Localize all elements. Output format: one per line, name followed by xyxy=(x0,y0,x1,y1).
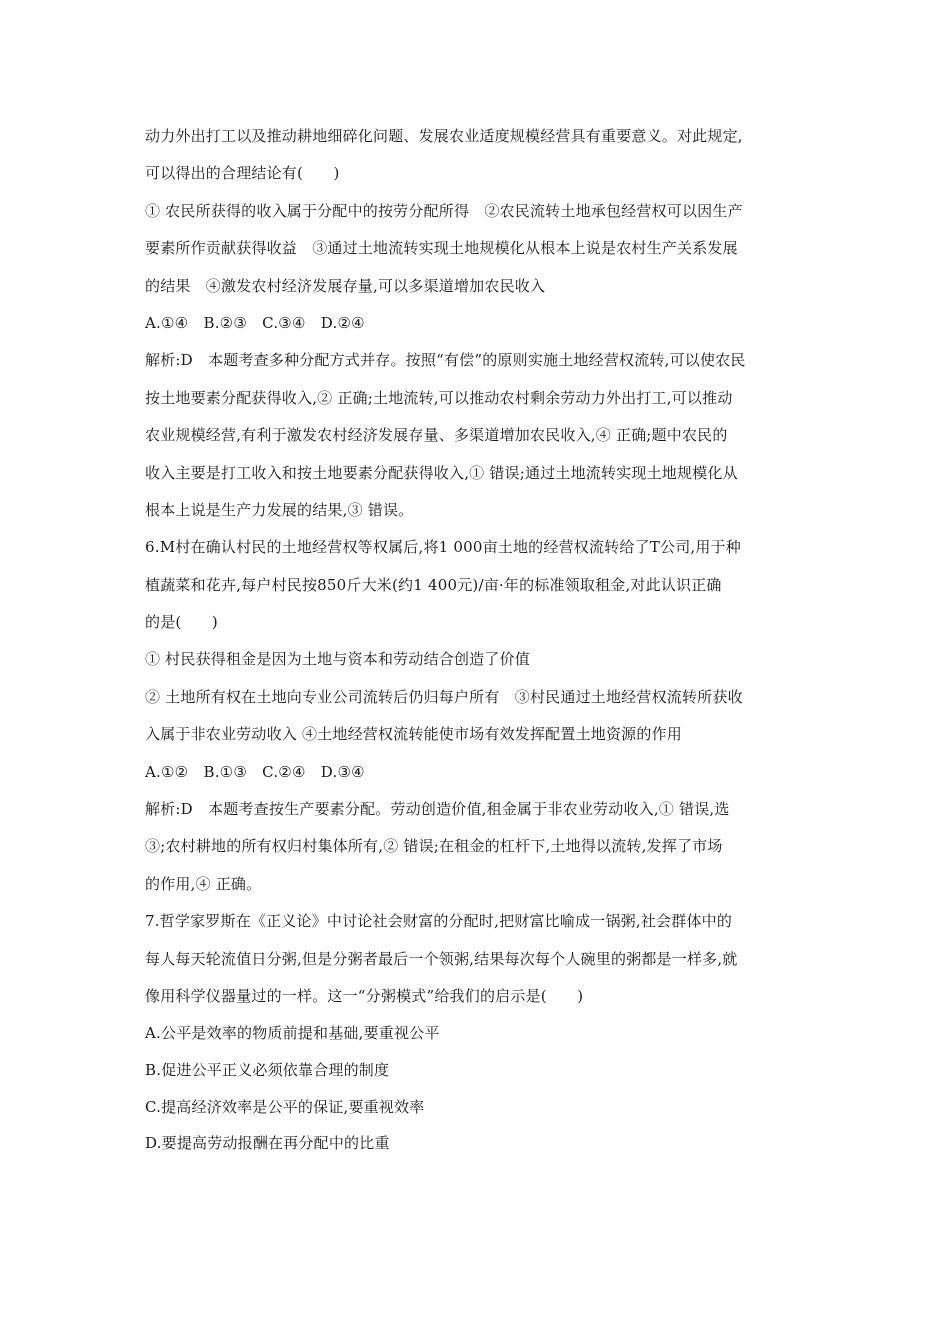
answer-options: A.①② B.①③ C.②④ D.③④ xyxy=(145,762,365,781)
analysis-line: 收入主要是打工收入和按土地要素分配获得收入,① 错误;通过土地流转实现土地规模化从 xyxy=(145,463,738,482)
analysis-line: ③;农村耕地的所有权归村集体所有,② 错误;在租金的杠杆下,土地得以流转,发挥了市场 xyxy=(145,837,723,856)
question-7-line: 像用科学仪器量过的一样。这一“分粥模式”给我们的启示是( ) xyxy=(145,986,584,1005)
document-body xyxy=(145,118,810,1162)
statement-line: ② 土地所有权在土地向专业公司流转后仍归每户所有 ③村民通过土地经营权流转所获收 xyxy=(145,687,743,706)
question-6-line: 6.M村在确认村民的土地经营权等权属后,将1 000亩土地的经营权流转给了T公司,用于种 xyxy=(145,538,741,557)
option-c: C.提高经济效率是公平的保证,要重视效率 xyxy=(145,1097,425,1116)
analysis-line: 农业规模经营,有利于激发农村经济发展存量、多渠道增加农民收入,④ 正确;题中农民的 xyxy=(145,426,728,445)
analysis-line: 的作用,④ 正确。 xyxy=(145,874,262,893)
analysis-line: 根本上说是生产力发展的结果,③ 错误。 xyxy=(145,500,414,519)
question-stem-line: 可以得出的合理结论有( ) xyxy=(145,164,340,183)
analysis-line: 解析:D 本题考查多种分配方式并存。按照“有偿”的原则实施土地经营权流转,可以使农民 xyxy=(145,351,746,370)
statement-line: ① 村民获得租金是因为土地与资本和劳动结合创造了价值 xyxy=(145,650,530,669)
answer-options: A.①④ B.②③ C.③④ D.②④ xyxy=(145,313,365,332)
question-6-line: 植蔬菜和花卉,每户村民按850斤大米(约1 400元)/亩·年的标准领取租金,对此认识正确 xyxy=(145,575,722,594)
text-line: 动力外出打工以及推动耕地细碎化问题、发展农业适度规模经营具有重要意义。对此规定, xyxy=(145,127,743,145)
analysis-line: 解析:D 本题考查按生产要素分配。劳动创造价值,租金属于非农业劳动收入,① 错误,选 xyxy=(145,800,730,819)
option-b: B.促进公平正义必须依靠合理的制度 xyxy=(145,1060,390,1079)
question-6-line: 的是( ) xyxy=(145,613,218,632)
statement-line: 入属于非农业劳动收入 ④土地经营权流转能使市场有效发挥配置土地资源的作用 xyxy=(145,725,682,744)
analysis-line: 按土地要素分配获得收入,② 正确;土地流转,可以推动农村剩余劳动力外出打工,可以推动 xyxy=(145,388,733,407)
statement-line: 的结果 ④激发农村经济发展存量,可以多渠道增加农民收入 xyxy=(145,276,546,295)
option-d: D.要提高劳动报酬在再分配中的比重 xyxy=(145,1134,390,1153)
question-7-line: 每人每天轮流值日分粥,但是分粥者最后一个领粥,结果每次每个人碗里的粥都是一样多,就 xyxy=(145,949,738,968)
option-a: A.公平是效率的物质前提和基础,要重视公平 xyxy=(145,1024,440,1043)
question-7-line: 7.哲学家罗斯在《正义论》中讨论社会财富的分配时,把财富比喻成一锅粥,社会群体中的 xyxy=(145,912,733,931)
statement-line: 要素所作贡献获得收益 ③通过土地流转实现土地规模化从根本上说是农村生产关系发展 xyxy=(145,239,738,258)
statement-line: ① 农民所获得的收入属于分配中的按劳分配所得 ②农民流转土地承包经营权可以因生产 xyxy=(145,201,743,220)
